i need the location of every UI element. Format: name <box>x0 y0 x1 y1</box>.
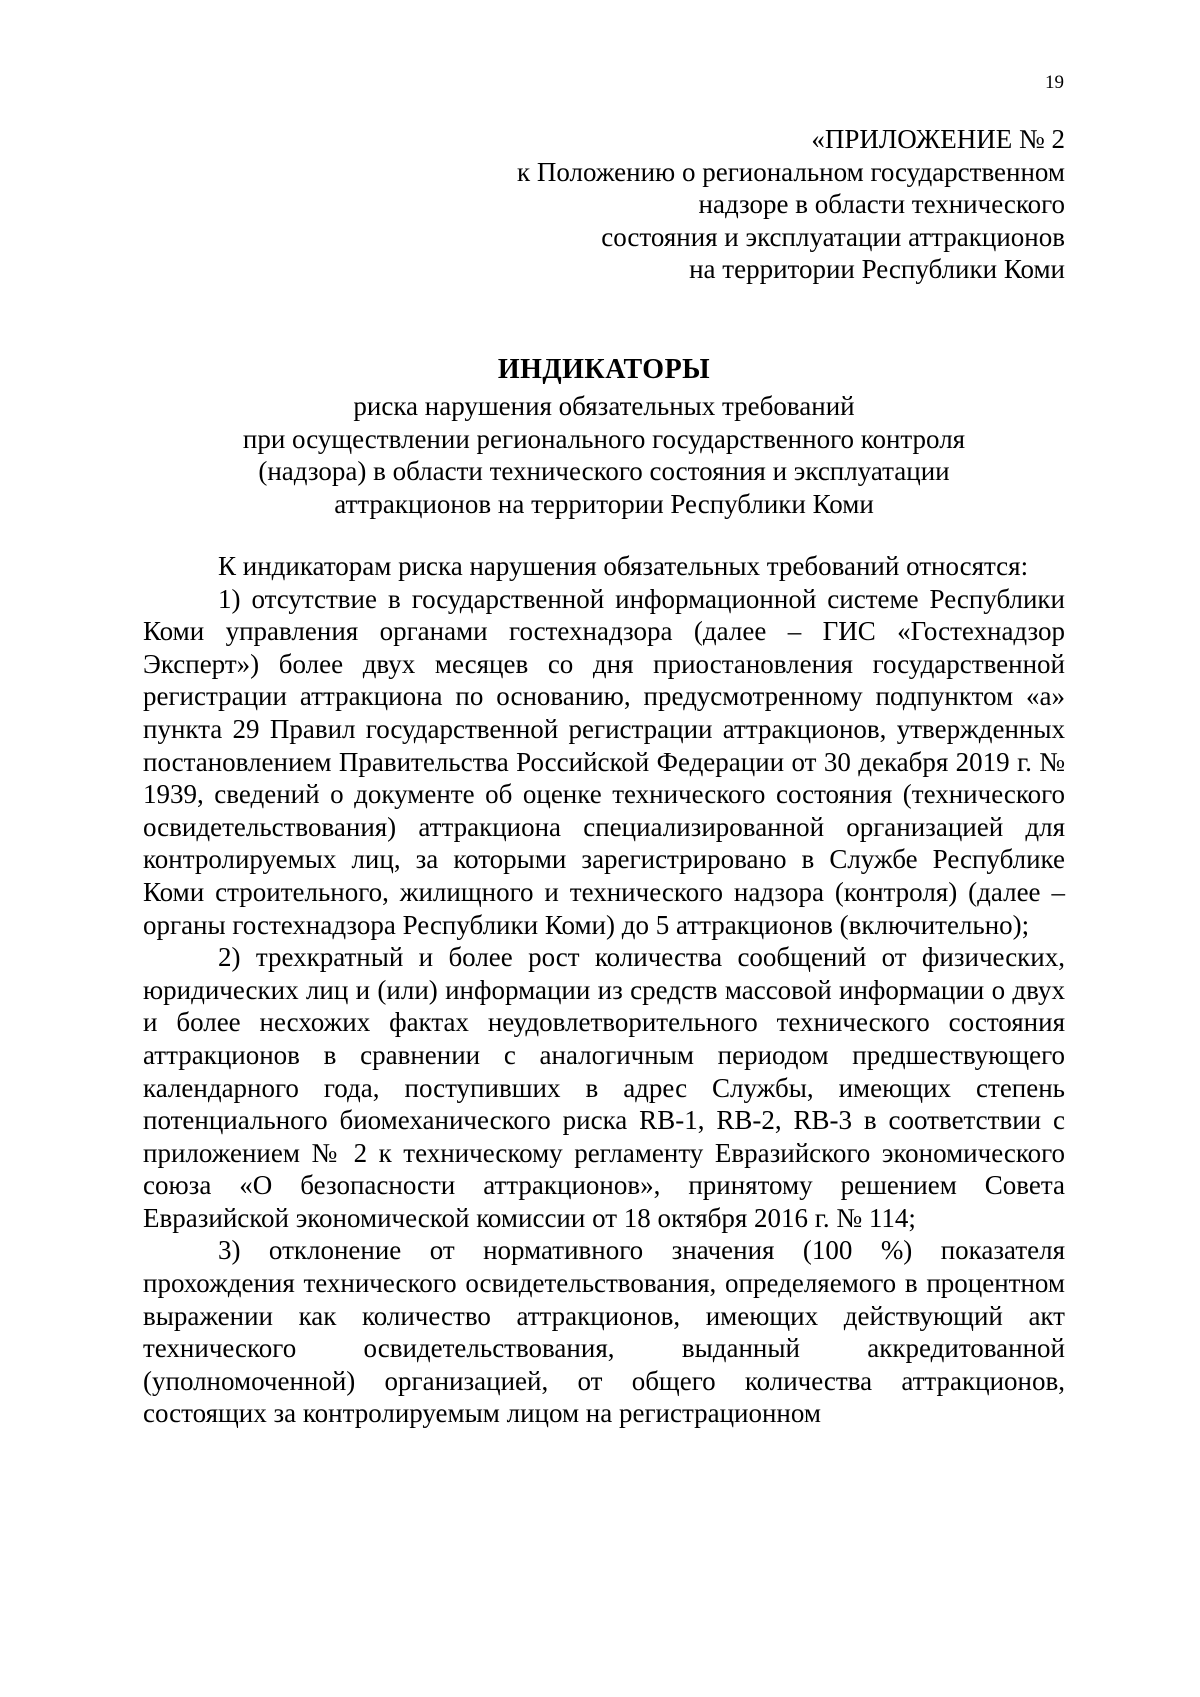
document-body <box>143 550 1065 1430</box>
subtitle-line: аттракционов на территории Республики Коми <box>334 488 874 519</box>
document-subtitle <box>143 390 1065 520</box>
appendix-line: состояния и эксплуатации аттракционов <box>601 221 1065 252</box>
intro-paragraph: К индикаторам риска нарушения обязательных требований относятся: <box>218 551 1029 581</box>
indicator-item-3: 3) отклонение от нормативного значения (100 %) показателя прохождения технического освидетельствования, определяемого в процентном выражении как количество аттракционов, имеющих действующий акт технического освидетельствования, выданный аккредитованной (уполномоченной) организацией, от общего количества аттракционов, состоящих за контролируемым лицом на регистрационном <box>143 1235 1065 1429</box>
document-heading <box>143 352 1065 520</box>
indicator-item-1: 1) отсутствие в государственной информационной системе Республики Коми управления органами гостехнадзора (далее – ГИС «Гостехнадзор Эксперт») более двух месяцев со дня приостановления государственной регистрации аттракциона по основанию, предусмотренному подпунктом «а» пункта 29 Правил государственной регистрации аттракционов, утвержденных постановлением Правительства Российской Федерации от 30 декабря 2019 г. № 1939, сведений о документе об оценке технического состояния (технического освидетельствования) аттракциона специализированной организацией для контролируемых лиц, за которыми зарегистрировано в Службе Республике Коми строительного, жилищного и технического надзора (контроля) (далее – органы гостехнадзора Республики Коми) до 5 аттракционов (включительно); <box>143 583 1065 940</box>
subtitle-line: (надзора) в области технического состояния и эксплуатации <box>258 456 950 486</box>
appendix-line: надзоре в области технического <box>698 189 1065 219</box>
appendix-line: «ПРИЛОЖЕНИЕ № 2 <box>811 124 1065 154</box>
document-title: ИНДИКАТОРЫ <box>497 354 711 385</box>
appendix-line: на территории Республики Коми <box>689 254 1065 284</box>
subtitle-line: риска нарушения обязательных требований <box>353 391 855 421</box>
appendix-reference <box>265 123 1065 286</box>
indicator-item-2: 2) трехкратный и более рост количества сообщений от физических, юридических лиц и (или) информации из средств массовой информации о двух и более несхожих фактах неудовлетворительного технического состояния аттракционов в сравнении с аналогичным периодом предшествующего календарного года, поступивших в адрес Службы, имеющих степень потенциального биомеханического риска RB-1, RB-2, RB-3 в соответствии с приложением № 2 к техническому регламенту Евразийского экономического союза «О безопасности аттракционов», принятому решением Совета Евразийской экономической комиссии от 18 октября 2016 г. № 114; <box>143 942 1065 1233</box>
appendix-line: к Положению о региональном государственном <box>517 156 1065 187</box>
subtitle-line: при осуществлении регионального государственного контроля <box>242 423 966 454</box>
page-number: 19 <box>1045 72 1064 93</box>
